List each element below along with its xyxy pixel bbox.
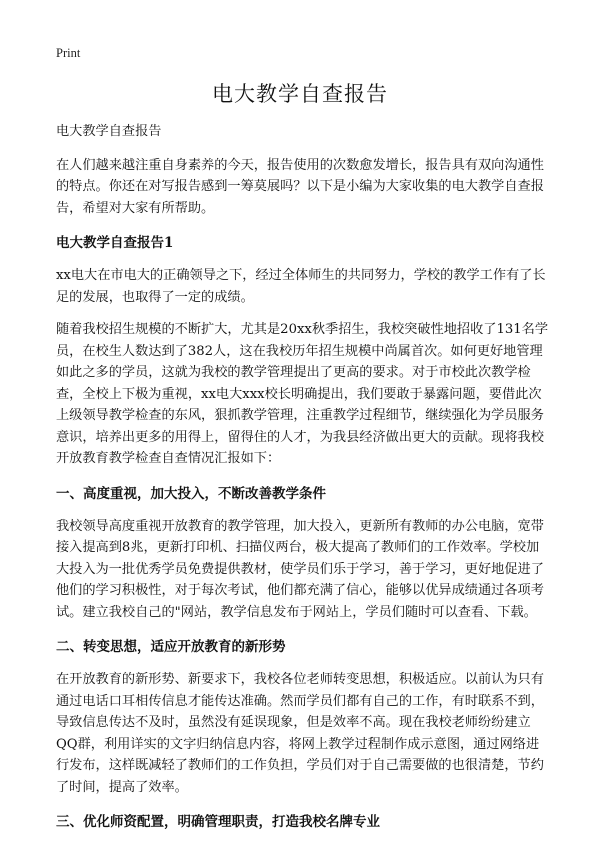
section-heading-report1: 电大教学自查报告1 [56, 235, 174, 251]
heading-part-1: 一、高度重视，加大投入，不断改善教学条件 [56, 485, 326, 502]
page-title: 电大教学自查报告 [212, 82, 388, 106]
paragraph-3: 我校领导高度重视开放教育的教学管理，加大投入，更新所有教师的办公电脑，宽带接入提高到8兆，更新打印机、扫描仪两台，极大提高了教师们的工作效率。学校加大投入为一批优秀学员免费提供教材，使学员们乐于学习，善于学习，更好地促进了他们的学习积极性，对于每次考试，他们都充满了信心，能够以优异成绩通过各项考试。建立我校自己的"网站，教学信息发布于网站上，学员们随时可以查看、下载。 [56, 518, 544, 620]
paragraph-1: xx电大在市电大的正确领导之下，经过全体师生的共同努力，学校的教学工作有了长足的发展，也取得了一定的成绩。 [56, 268, 546, 305]
intro-paragraph: 在人们越来越注重自身素养的今天，报告使用的次数愈发增长，报告具有双向沟通性的特点。你还在对写报告感到一筹莫展吗？以下是小编为大家收集的电大教学自查报告，希望对大家有所帮助。 [56, 157, 544, 216]
paragraph-2: 随着我校招生规模的不断扩大，尤其是20xx秋季招生，我校突破性地招收了131名学员，在校生人数达到了382人，这在我校历年招生规模中尚属首次。如何更好地管理如此之多的学员，这就为我校的教学管理提出了更高的要求。对于市校此次教学检查，全校上下极为重视，xx电大xxx校长明确提出，我们要敢于暴露问题，要借此次上级领导教学检查的东风，狠抓教学管理，注重教学过程细节，继续强化为学员服务意识，培养出更多的用得上，留得住的人才，为我县经济做出更大的贡献。现将我校开放教育教学检查自查情况汇报如下： [56, 322, 549, 466]
heading-part-2: 二、转变思想，适应开放教育的新形势 [56, 639, 286, 655]
heading-part-3: 三、优化师资配置，明确管理职责，打造我校名牌专业 [56, 814, 380, 830]
print-link[interactable]: Print [56, 46, 81, 60]
article-subtitle: 电大教学自查报告 [56, 124, 162, 139]
article-body [56, 121, 550, 844]
paragraph-4: 在开放教育的新形势、新要求下，我校各位老师转变思想，积极适应。以前认为只有通过电话口耳相传信息才能传达准确。然而学员们都有自己的工作，有时联系不到，导致信息传达不及时，虽然没有延误现象，但是效率不高。现在我校老师纷纷建立QQ群，利用详实的文字归纳信息内容，将网上教学过程制作成示意图，通过网络进行发布，这样既减轻了教师们的工作负担，学员们对于自己需要做的也很清楚，节约了时间，提高了效率。 [56, 672, 544, 795]
